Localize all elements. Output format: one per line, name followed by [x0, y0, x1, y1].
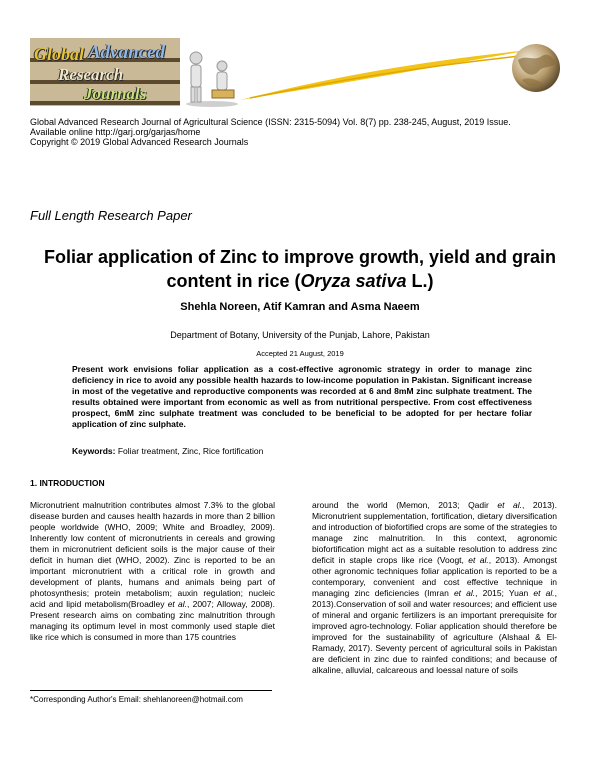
intro-left-text-a: Micronutrient malnutrition contributes almost 7.3% to the global disease burden and causes health hazards in more than 2 billion people worldwide (WHO, 2009; White and Broadley, 2009). Inherently low content of micronutrients in cereals and growing them in micronutrient deficient soils is the major cause of their deficit in human diet (WHO, 2002). Zinc is reported to be an important micronutrient with a critical role in growth and development of plants, humans and animals being part of photosynthesis; protein metabolism; auxin regulation; nucleic acid and lipid metabolism(Broadley — [30, 500, 275, 609]
journal-citation-line: Global Advanced Research Journal of Agricultural Science (ISSN: 2315-5094) Vol. 8(7) pp. 238-245, August, 2019 Issue. — [30, 117, 511, 127]
footnote-divider — [30, 690, 272, 691]
intro-right-text-b: , 2013). Micronutrient supplementation, fortification, dietary diversification and introduction of biofortified crops are some of the strategies to manage zinc malnutrition. In this context, agronomic biofortification might act as a suitable resolution to address zinc deficit in staple crops like rice (Voogt, — [312, 500, 557, 565]
intro-paragraph-left — [30, 500, 275, 643]
figures-graphic-icon — [182, 44, 242, 108]
corresponding-author-footnote: *Corresponding Author's Email: shehlanoreen@hotmail.com — [30, 695, 243, 704]
title-species-name: Oryza sativa — [300, 271, 407, 291]
title-text-part1: Foliar application of Zinc to improve growth, yield and grain content in rice ( — [43, 247, 557, 291]
accepted-date: Accepted 21 August, 2019 — [256, 349, 344, 358]
intro-right-text-c: , 2013). Amongst other agronomic techniques foliar application is reported to be a contemporary, convenient and cost effective technique in managing zinc deficiencies (Imran — [312, 555, 557, 598]
globe-icon — [508, 40, 564, 96]
logo-word-advanced: Advanced — [88, 42, 166, 63]
abstract: Present work envisions foliar application as a cost-effective agronomic strategy in order to manage zinc deficiency in rice to avoid any possible health hazards to low-income population in Pakistan. Significant increase in most of the vegetative and reproductive components was recorded at 6 and 8mM zinc sulphate treatment. The results obtained were important from economic as well as from nutritional perspective. From cost effectiveness prospect, 6mM zinc sulphate treatment was concluded to be beneficial to be adopted for per hectare foliar application of zinc sulphate. — [72, 364, 532, 429]
swoosh-graphic-icon — [240, 42, 530, 102]
citation-et-al: et al. — [453, 588, 476, 598]
intro-right-column — [312, 500, 557, 676]
logo-word-research: Research — [58, 65, 124, 84]
affiliation: Department of Botany, University of the Punjab, Lahore, Pakistan — [170, 330, 430, 340]
intro-right-text-e: , 2013).Conservation of soil and water resources; and efficient use of mineral and organic fertilizers is an important prerequisite for improved agro-technology. Foliar application should therefore be improved for the sustainability of agriculture (Alshaal & El-Ramady, 2017). Seventy percent of agricultural soils in Pakistan are deficient in zinc due to rainfed conditions; and because of alkaline, alluvial, calcareous and loessal nature of soils — [312, 588, 557, 675]
intro-left-text-b: , 2007; Alloway, 2008). Present research aims on combating zinc malnutrition through managing its optimum level in most commonly used staple diet like rice which is consumed in more than 175 countries — [30, 599, 275, 642]
intro-left-column — [30, 500, 275, 643]
citation-et-al: et al. — [468, 555, 489, 565]
title-text-part2: L.) — [406, 271, 434, 291]
keywords-label: Keywords: — [72, 446, 116, 456]
keywords-list: Foliar treatment, Zinc, Rice fortification — [117, 446, 264, 456]
journal-logo — [30, 38, 180, 106]
intro-right-text-d: , 2015; Yuan — [475, 588, 534, 598]
keywords — [72, 446, 263, 456]
available-online-line: Available online http://garj.org/garjas/home — [30, 127, 201, 137]
paper-type: Full Length Research Paper — [30, 208, 192, 223]
logo-word-journals: Journals — [84, 84, 147, 103]
intro-paragraph-right — [312, 500, 557, 676]
copyright-line: Copyright © 2019 Global Advanced Research Journals — [30, 137, 249, 147]
introduction-heading: 1. INTRODUCTION — [30, 478, 105, 488]
paper-title — [30, 245, 570, 293]
authors: Shehla Noreen, Atif Kamran and Asma Naeem — [180, 301, 420, 313]
citation-et-al: et al. — [167, 599, 187, 609]
intro-right-text-a: around the world (Memon, 2013; Qadir — [312, 500, 498, 510]
logo-word-global: Global — [34, 44, 85, 64]
citation-et-al: et al. — [497, 500, 522, 510]
citation-et-al: et al. — [533, 588, 555, 598]
